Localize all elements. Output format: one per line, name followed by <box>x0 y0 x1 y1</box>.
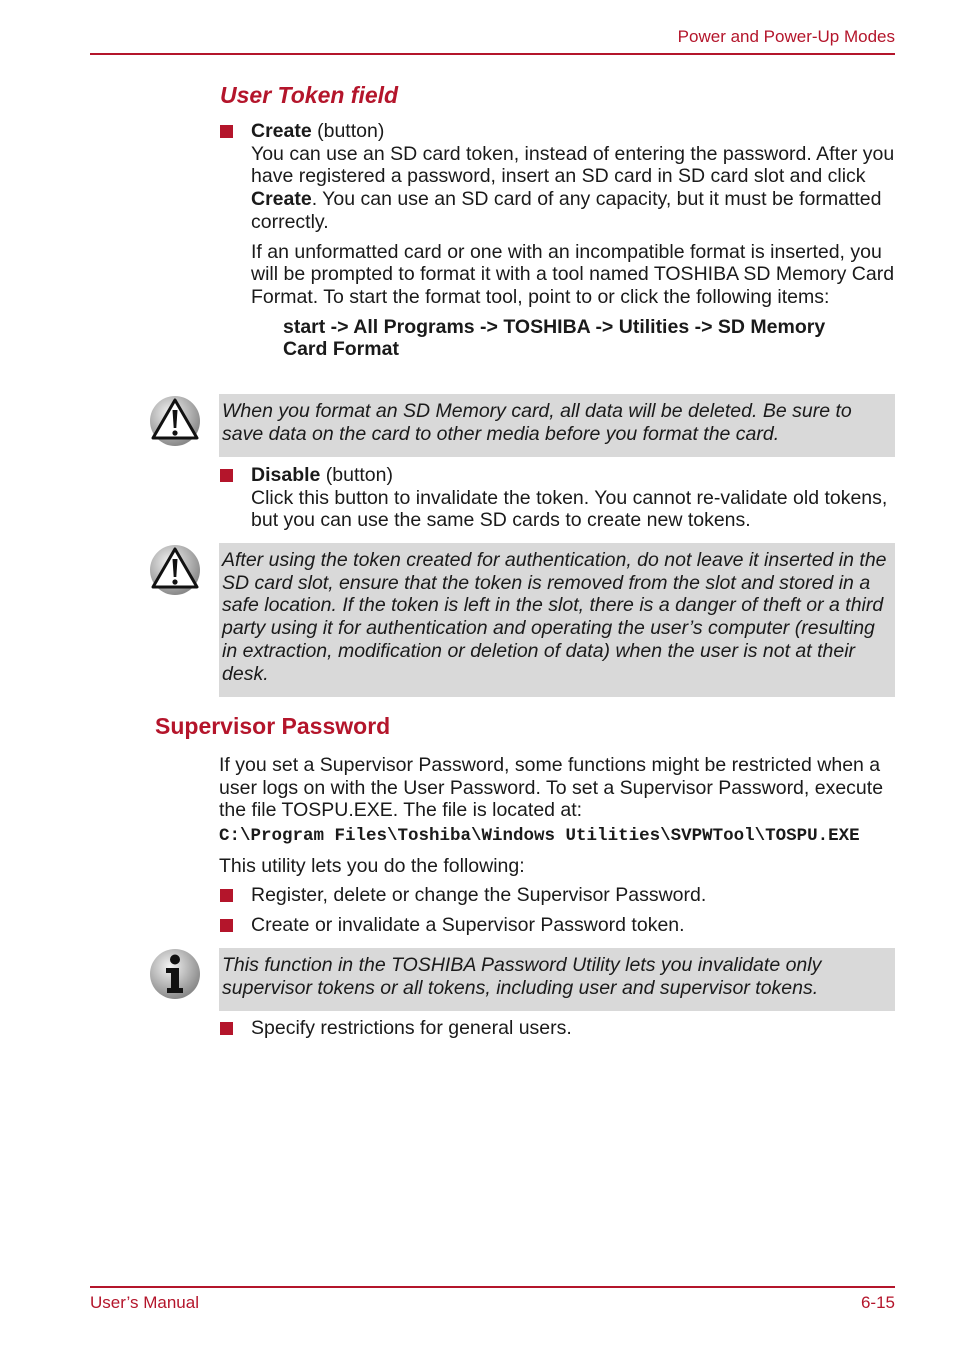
create-text-bold: Create <box>251 188 312 211</box>
bullet-marker <box>220 889 233 902</box>
caution-note-format: When you format an SD Memory card, all data will be deleted. Be sure to save data on the card to other media before you format the card. <box>219 394 895 457</box>
disable-item <box>251 464 895 532</box>
bullet-marker <box>220 125 233 138</box>
info-i-icon <box>149 948 201 1000</box>
footer-rule <box>90 1286 895 1288</box>
disable-label: Disable <box>251 464 321 486</box>
utility-intro: This utility lets you do the following: <box>219 855 525 877</box>
list-item: Specify restrictions for general users. <box>251 1017 572 1039</box>
create-format-paragraph: If an unformatted card or one with an incompatible format is inserted, you will be prompted to format it with a tool named TOSHIBA SD Memory Card Format. To start the format tool, point to or click the following items: <box>251 240 895 308</box>
file-path: C:\Program Files\Toshiba\Windows Utilities\SVPWTool\TOSPU.EXE <box>219 826 860 846</box>
page-number: 6-15 <box>860 1293 895 1312</box>
create-text-a: You can use an SD card token, instead of entering the password. After you have registered a password, insert an SD card in SD card slot and click <box>251 142 895 188</box>
supervisor-password-heading: Supervisor Password <box>155 713 391 739</box>
create-label: Create <box>251 120 312 142</box>
warning-triangle-icon <box>149 544 201 596</box>
create-item <box>251 120 895 361</box>
create-suffix: (button) <box>311 120 385 142</box>
disable-suffix: (button) <box>320 464 393 486</box>
list-item: Register, delete or change the Supervisor Password. <box>251 884 707 906</box>
user-token-heading: User Token field <box>220 82 399 108</box>
bullet-marker <box>220 469 233 482</box>
running-header: Power and Power-Up Modes <box>677 27 895 46</box>
header-rule <box>90 53 895 55</box>
supervisor-intro: If you set a Supervisor Password, some functions might be restricted when a user logs on with the User Password. To set a Supervisor Password, execute the file TOSPU.EXE. The file is located at: <box>219 754 884 822</box>
menu-path: start -> All Programs -> TOSHIBA -> Utilities -> SD Memory Card Format <box>283 315 826 361</box>
caution-note-token: After using the token created for authentication, do not leave it inserted in the SD card slot, ensure that the token is removed from the slot and stored in a safe location. If the token is left in the slot, there is a danger of theft or a third party using it for authentication and operating the user’s computer (resulting in extraction, modification or deletion of data) when the user is not at their desk. <box>219 543 895 697</box>
bullet-marker <box>220 1022 233 1035</box>
disable-description: Click this button to invalidate the token. You cannot re-validate old tokens, but you can use the same SD cards to create new tokens. <box>251 486 888 532</box>
bullet-marker <box>220 919 233 932</box>
create-description <box>251 143 895 234</box>
info-note-tokens: This function in the TOSHIBA Password Utility lets you invalidate only supervisor tokens or all tokens, including user and supervisor tokens. <box>219 948 895 1011</box>
footer-manual-title: User’s Manual <box>90 1293 199 1312</box>
create-text-b: . You can use an SD card of any capacity, but it must be formatted correctly. <box>251 188 882 233</box>
warning-triangle-icon <box>149 395 201 447</box>
list-item: Create or invalidate a Supervisor Password token. <box>251 914 685 936</box>
